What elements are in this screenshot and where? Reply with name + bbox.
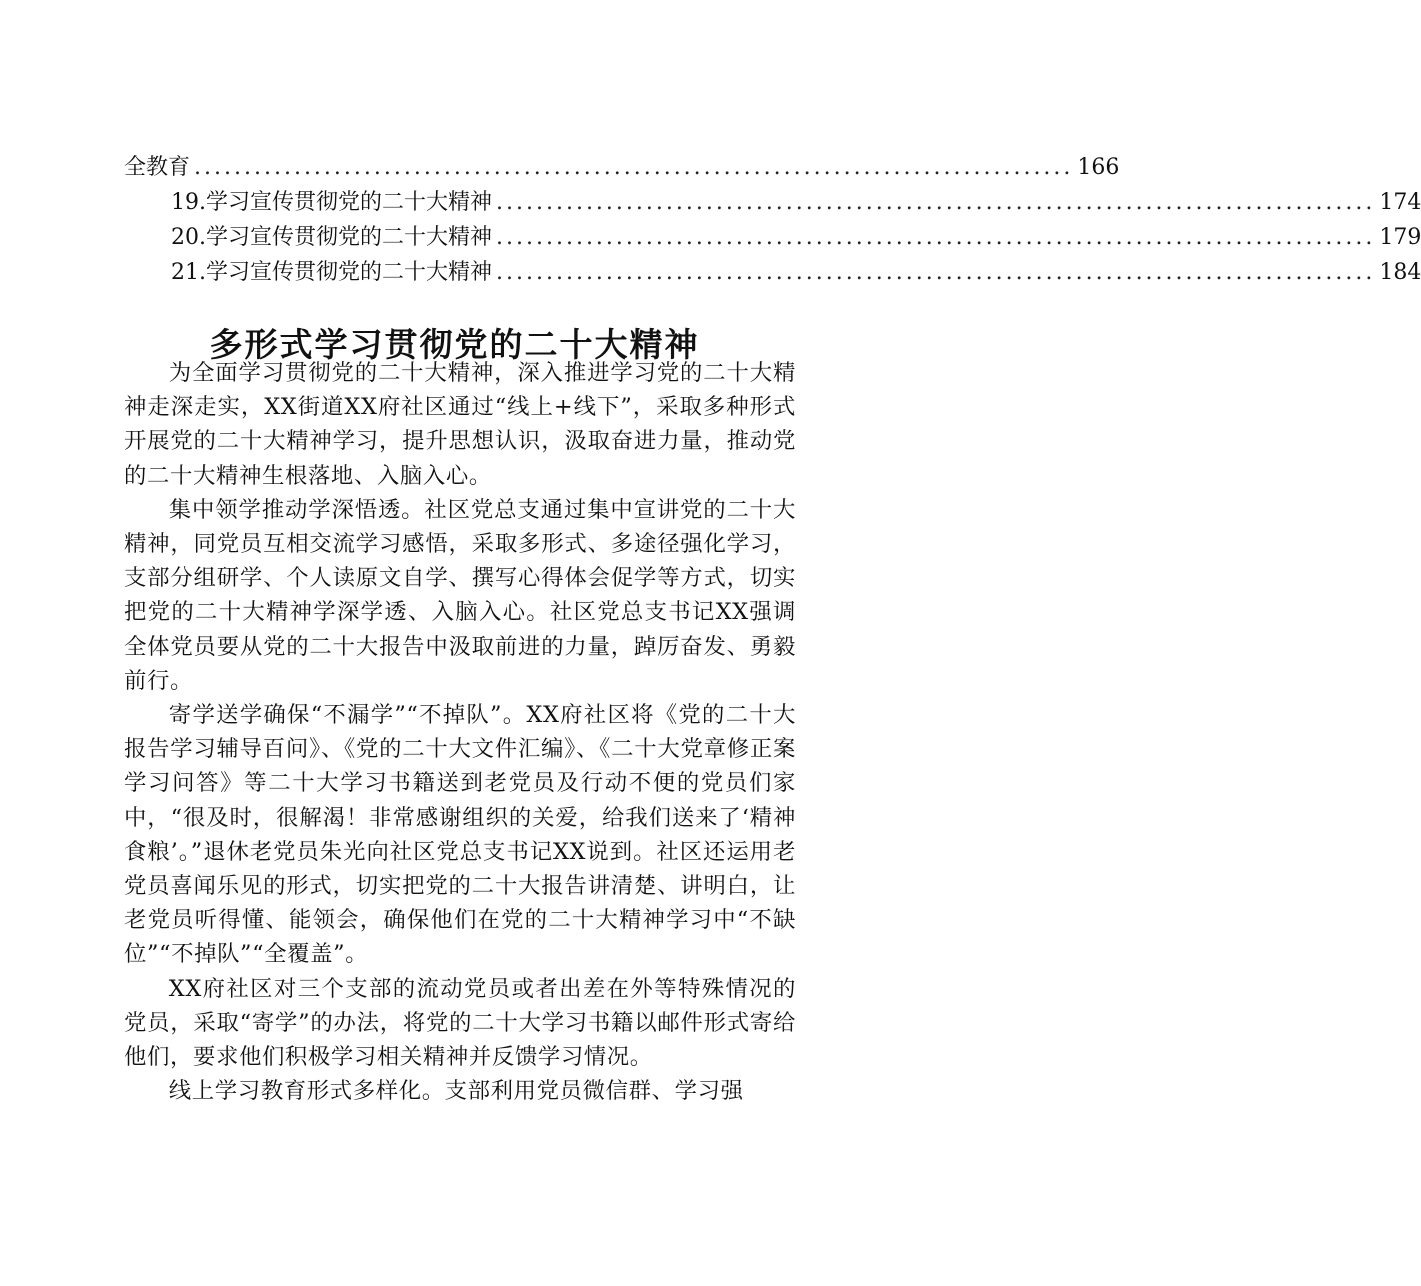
toc-page-number: 166	[1077, 155, 1120, 180]
toc-leader-dots: ........................................................................................	[496, 225, 1376, 250]
paragraph: 集中领学推动学深悟透。社区党总支通过集中宣讲党的二十大精神，同党员互相交流学习感悟，采取多形式、多途径强化学习，支部分组研学、个人读原文自学、撰写心得体会促学等方式，切实把党的二十大精神学深学透、入脑入心。社区党总支书记XX强调全体党员要从党的二十大报告中汲取前进的力量，踔厉奋发、勇毅前行。	[124, 496, 796, 694]
toc-entry-text: 全教育	[124, 155, 191, 180]
article-body	[124, 356, 796, 1108]
toc-page-number: 179	[1379, 225, 1421, 250]
paragraph: XX府社区对三个支部的流动党员或者出差在外等特殊情况的党员，采取“寄学”的办法，将党的二十大学习书籍以邮件形式寄给他们，要求他们积极学习相关精神并反馈学习情况。	[124, 975, 796, 1071]
toc-page-number: 184	[1379, 260, 1421, 285]
article-title: 多形式学习贯彻党的二十大精神	[209, 325, 700, 365]
toc-entry-text: 21.学习宣传贯彻党的二十大精神	[171, 260, 492, 285]
table-of-contents	[124, 150, 1421, 290]
toc-entry	[124, 150, 1120, 185]
toc-entry-text: 19.学习宣传贯彻党的二十大精神	[171, 190, 492, 215]
paragraph: 寄学送学确保“不漏学”“不掉队”。XX府社区将《党的二十大报告学习辅导百问》、《党的二十大文件汇编》、《二十大党章修正案学习问答》等二十大学习书籍送到老党员及行动不便的党员们家中，“很及时，很解渴！非常感谢组织的关爱，给我们送来了‘精神食粮’。”退休老党员朱光向社区党总支书记XX说到。社区还运用老党员喜闻乐见的形式，切实把党的二十大报告讲清楚、讲明白，让老党员听得懂、能领会，确保他们在党的二十大精神学习中“不缺位”“不掉队”“全覆盖”。	[124, 702, 796, 968]
toc-leader-dots: ........................................................................................	[496, 190, 1376, 215]
toc-leader-dots: ........................................................................................	[194, 155, 1074, 180]
paragraph: 为全面学习贯彻党的二十大精神，深入推进学习党的二十大精神走深走实，XX街道XX府社区通过“线上+线下”，采取多种形式开展党的二十大精神学习，提升思想认识，汲取奋进力量，推动党的二十大精神生根落地、入脑入心。	[124, 360, 796, 489]
toc-entry	[124, 185, 1421, 220]
toc-leader-dots: ........................................................................................	[496, 260, 1376, 285]
paragraph: 线上学习教育形式多样化。支部利用党员微信群、学习强	[168, 1078, 744, 1105]
toc-entry	[124, 220, 1421, 255]
toc-entry	[124, 255, 1421, 290]
toc-page-number: 174	[1379, 190, 1421, 215]
toc-entry-text: 20.学习宣传贯彻党的二十大精神	[171, 225, 492, 250]
